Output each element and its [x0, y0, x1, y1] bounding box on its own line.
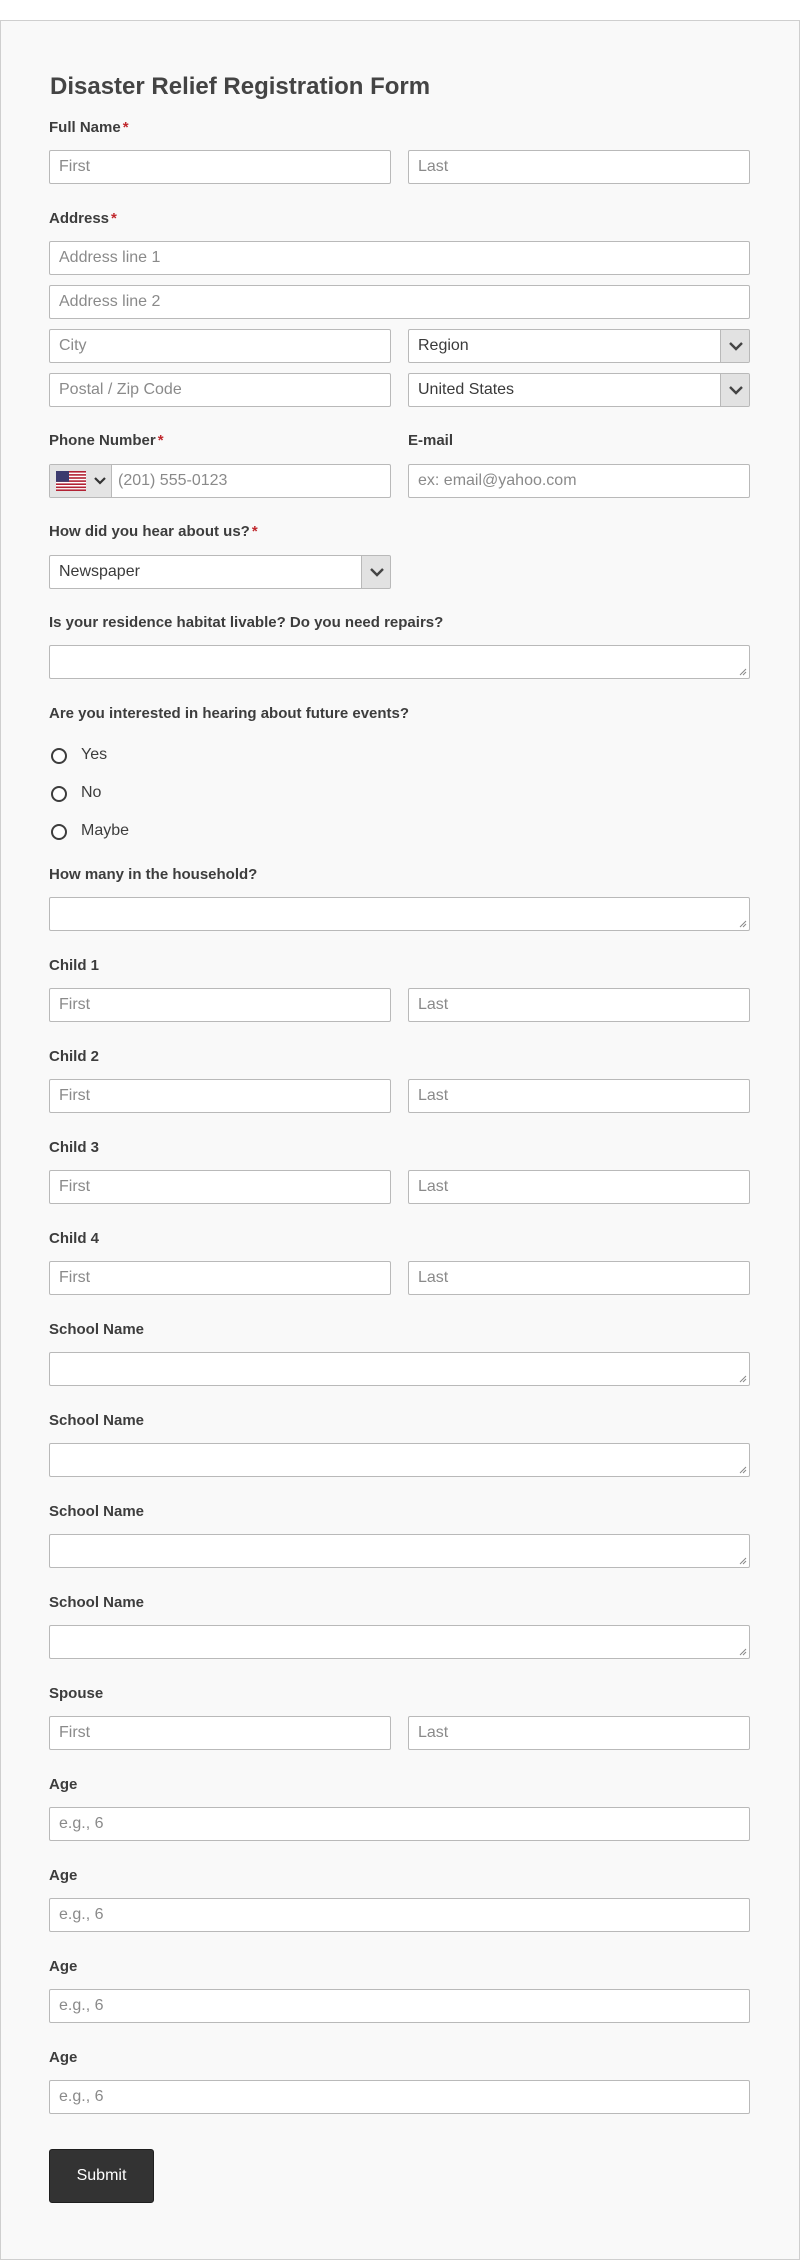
required-mark: * [122, 119, 129, 136]
child-1-first-input[interactable]: First [49, 988, 391, 1022]
resize-grip-icon[interactable] [738, 1647, 747, 1656]
submit-button[interactable]: Submit [49, 2149, 154, 2203]
resize-grip-icon[interactable] [738, 1556, 747, 1565]
resize-grip-icon[interactable] [738, 1465, 747, 1474]
age-1-input[interactable]: e.g., 6 [49, 1807, 750, 1841]
city-input[interactable]: City [49, 329, 391, 363]
school-name-1-textarea[interactable] [49, 1352, 750, 1386]
full-name-first-input[interactable]: First [49, 150, 391, 184]
address-line2-input[interactable]: Address line 2 [49, 285, 750, 319]
school-name-4-label: School Name [49, 1594, 145, 1611]
residence-textarea[interactable] [49, 645, 750, 679]
hear-about-label-text: How did you hear about us? [49, 523, 250, 540]
address-label [49, 210, 117, 227]
phone-placeholder: (201) 555-0123 [118, 472, 228, 489]
country-select-value: United States [418, 381, 515, 398]
chevron-down-icon[interactable] [720, 329, 750, 363]
child-2-last-input[interactable]: Last [408, 1079, 750, 1113]
age-3-input[interactable]: e.g., 6 [49, 1989, 750, 2023]
child-1-last-input[interactable]: Last [408, 988, 750, 1022]
child-3-label: Child 3 [49, 1139, 100, 1156]
us-flag-icon [56, 471, 86, 491]
resize-grip-icon[interactable] [738, 919, 747, 928]
phone-label [49, 432, 164, 449]
child-3-first-input[interactable]: First [49, 1170, 391, 1204]
school-name-2-textarea[interactable] [49, 1443, 750, 1477]
email-input[interactable]: ex: email@yahoo.com [408, 464, 750, 498]
hear-about-label [49, 523, 258, 540]
spouse-label: Spouse [49, 1685, 104, 1702]
full-name-label-text: Full Name [49, 119, 121, 136]
age-4-label: Age [49, 2049, 78, 2066]
address-line1-input[interactable]: Address line 1 [49, 241, 750, 275]
child-1-label: Child 1 [49, 957, 100, 974]
child-4-first-input[interactable]: First [49, 1261, 391, 1295]
radio-label: No [81, 784, 102, 801]
required-mark: * [157, 432, 164, 449]
residence-label: Is your residence habitat livable? Do you need repairs? [49, 614, 444, 631]
radio-circle[interactable] [51, 786, 67, 802]
future-events-label: Are you interested in hearing about future events? [49, 705, 410, 722]
postal-code-input[interactable]: Postal / Zip Code [49, 373, 391, 407]
age-2-input[interactable]: e.g., 6 [49, 1898, 750, 1932]
form-title: Disaster Relief Registration Form [50, 73, 431, 100]
household-textarea[interactable] [49, 897, 750, 931]
phone-label-text: Phone Number [49, 432, 156, 449]
school-name-1-label: School Name [49, 1321, 145, 1338]
region-select[interactable] [408, 329, 750, 363]
radio-circle[interactable] [51, 748, 67, 764]
full-name-last-input[interactable]: Last [408, 150, 750, 184]
phone-input[interactable] [49, 464, 391, 498]
school-name-3-textarea[interactable] [49, 1534, 750, 1568]
age-1-label: Age [49, 1776, 78, 1793]
child-4-label: Child 4 [49, 1230, 100, 1247]
resize-grip-icon[interactable] [738, 1374, 747, 1383]
age-3-label: Age [49, 1958, 78, 1975]
school-name-2-label: School Name [49, 1412, 145, 1429]
region-select-value: Region [418, 337, 469, 354]
country-select[interactable] [408, 373, 750, 407]
spouse-first-input[interactable]: First [49, 1716, 391, 1750]
email-label: E-mail [408, 432, 454, 449]
full-name-label [49, 119, 129, 136]
age-4-input[interactable]: e.g., 6 [49, 2080, 750, 2114]
radio-circle[interactable] [51, 824, 67, 840]
chevron-down-icon[interactable] [720, 373, 750, 407]
child-2-first-input[interactable]: First [49, 1079, 391, 1113]
resize-grip-icon[interactable] [738, 667, 747, 676]
hear-about-select[interactable] [49, 555, 391, 589]
radio-label: Maybe [81, 822, 130, 839]
country-code-select[interactable] [50, 465, 112, 497]
hear-about-select-value: Newspaper [59, 563, 140, 580]
household-label: How many in the household? [49, 866, 258, 883]
child-3-last-input[interactable]: Last [408, 1170, 750, 1204]
chevron-down-icon[interactable] [361, 555, 391, 589]
radio-label: Yes [81, 746, 108, 763]
school-name-3-label: School Name [49, 1503, 145, 1520]
child-4-last-input[interactable]: Last [408, 1261, 750, 1295]
required-mark: * [111, 210, 117, 227]
spouse-last-input[interactable]: Last [408, 1716, 750, 1750]
address-label-text: Address [49, 210, 110, 227]
child-2-label: Child 2 [49, 1048, 100, 1065]
required-mark: * [251, 523, 258, 540]
school-name-4-textarea[interactable] [49, 1625, 750, 1659]
age-2-label: Age [49, 1867, 78, 1884]
chevron-down-icon [94, 476, 106, 486]
